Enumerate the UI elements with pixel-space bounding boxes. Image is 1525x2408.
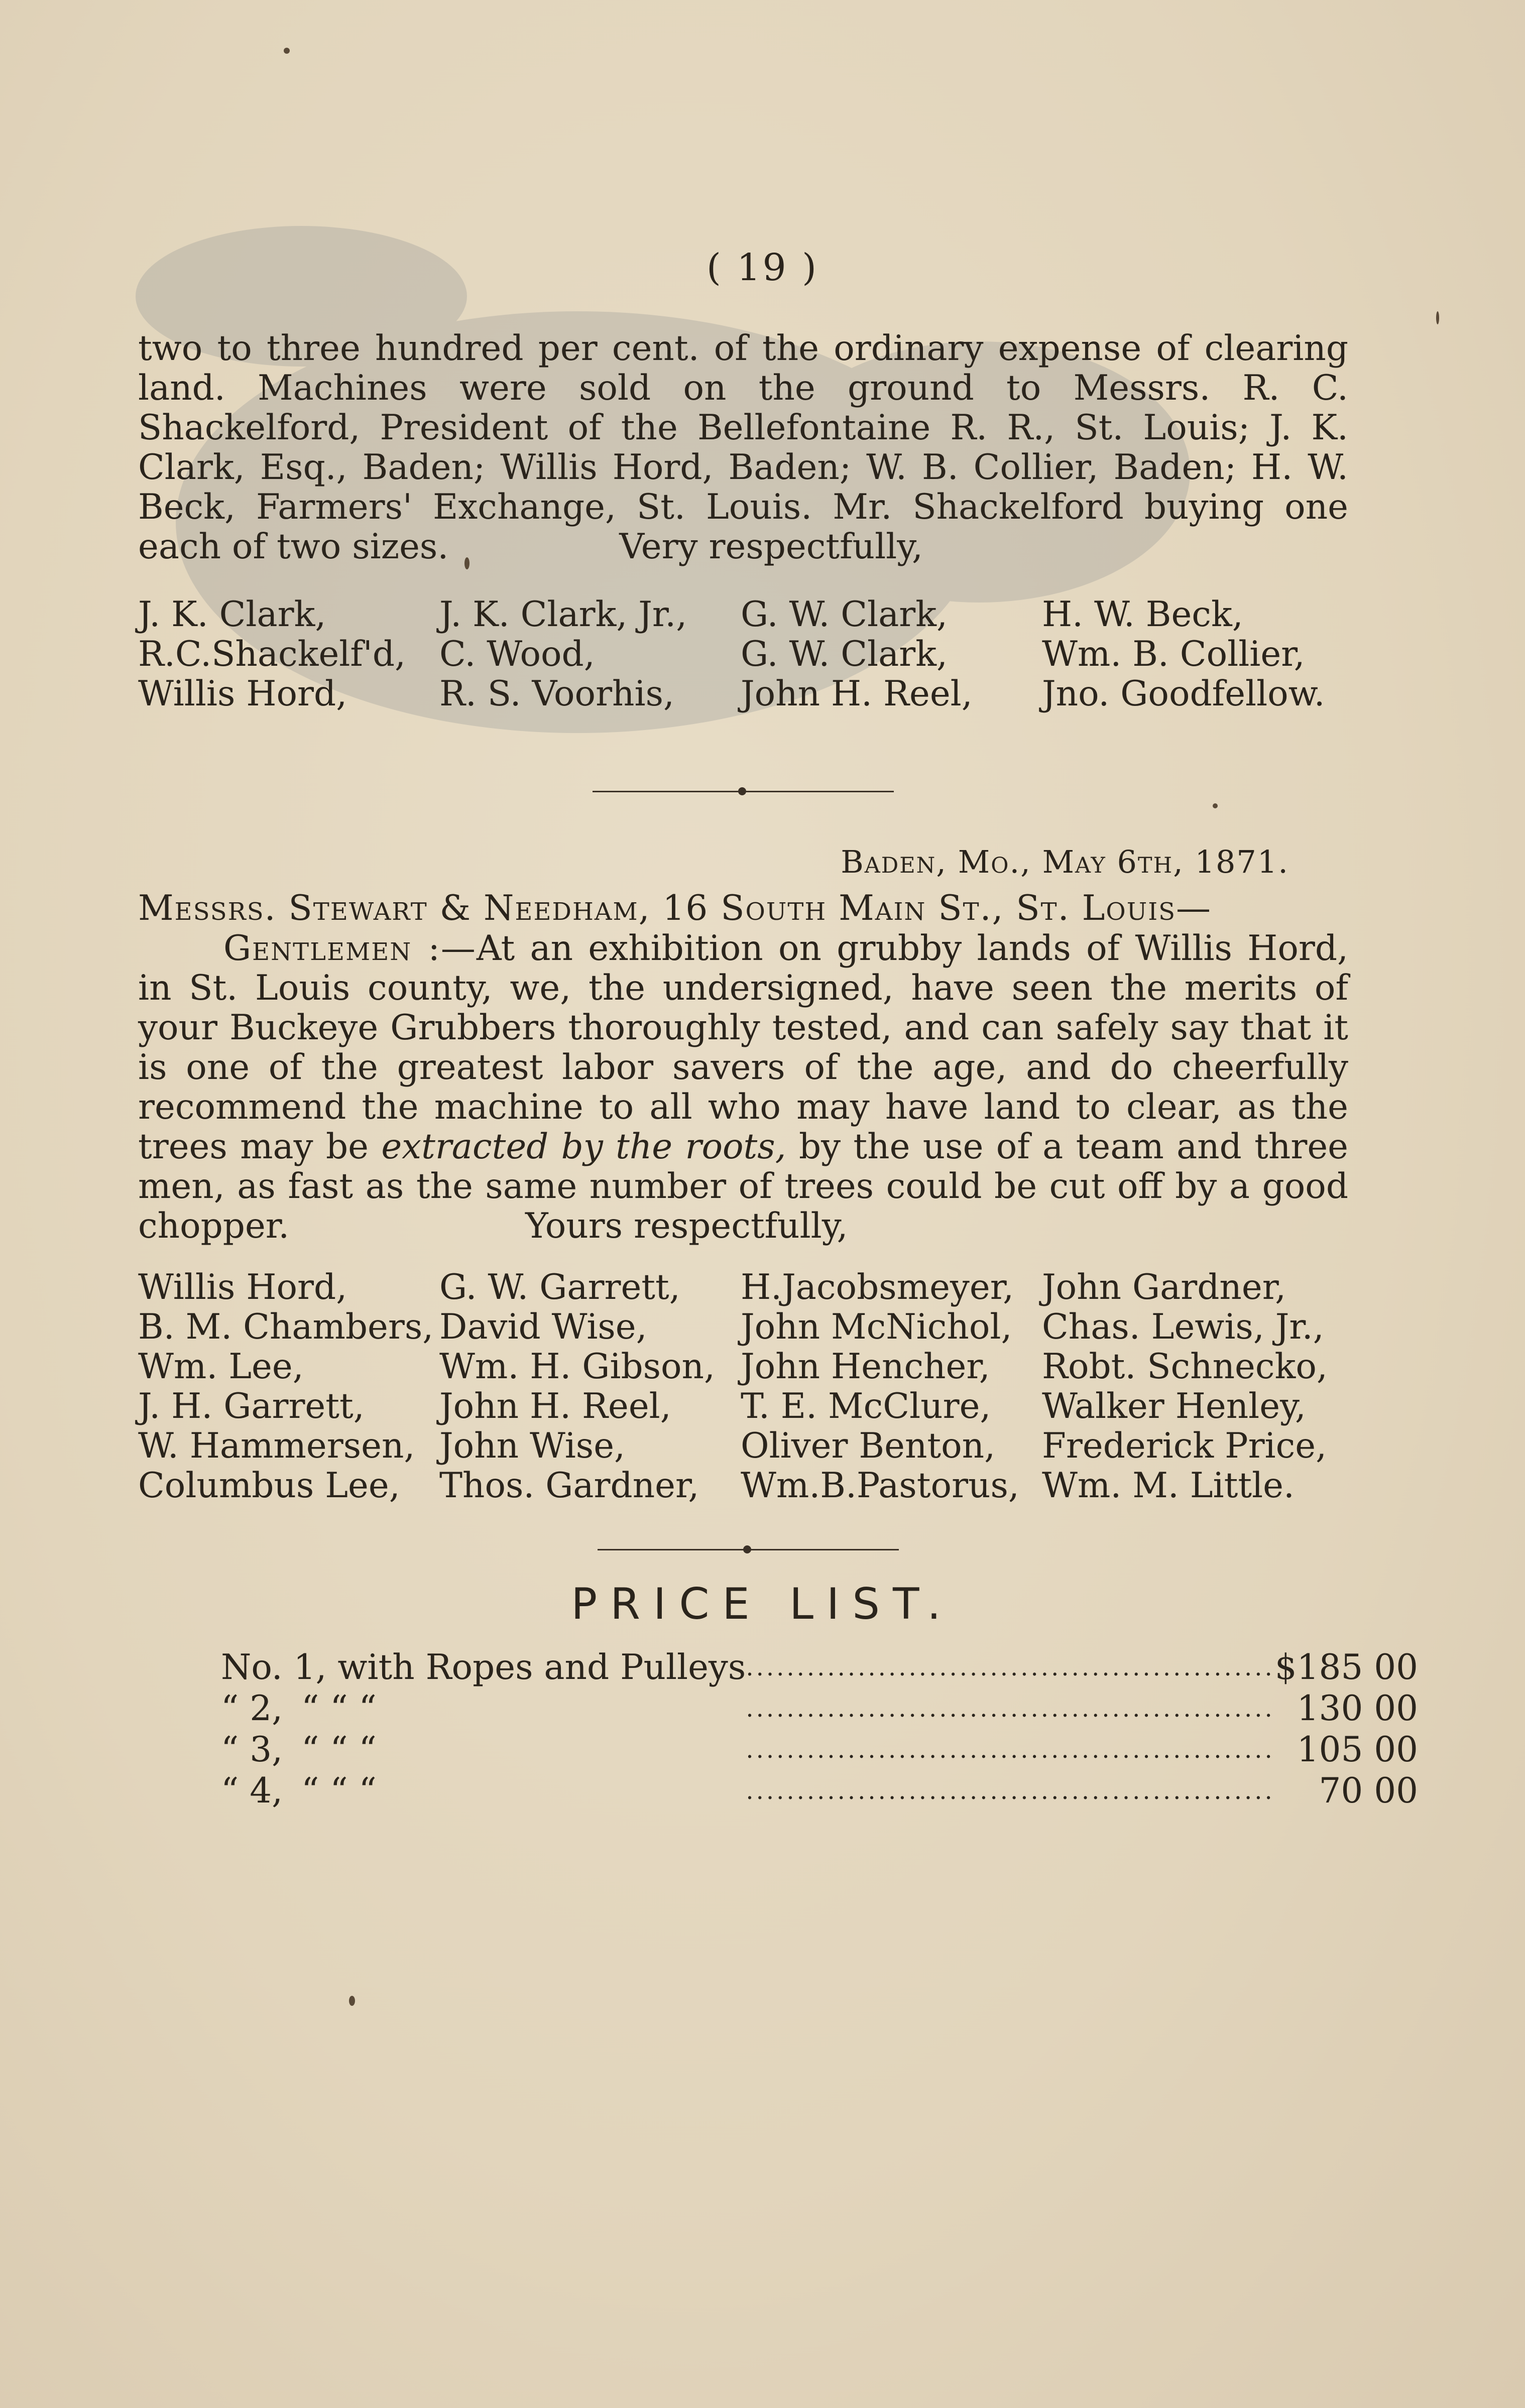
section-divider	[598, 1549, 899, 1550]
letter-body	[138, 929, 1348, 1246]
signatory-name: G. W. Clark,	[741, 594, 948, 635]
table-row	[221, 1688, 1418, 1729]
signatory-name: Jno. Goodfellow.	[1042, 674, 1325, 714]
signatory-name: T. E. McClure,	[741, 1386, 991, 1426]
paper-speck	[1213, 803, 1218, 808]
ditto-marks: “ “ “	[301, 1689, 377, 1729]
item-price: 130 00	[1297, 1689, 1419, 1729]
dot-leader: ....................................................	[746, 1777, 1275, 1805]
letter-body-emphasis: extracted by the roots,	[381, 1127, 786, 1167]
item-number: “ 2,	[221, 1689, 283, 1729]
signatory-name: Willis Hord,	[138, 1267, 347, 1307]
divider-ornament-icon	[743, 1545, 751, 1553]
signatory-name: R. S. Voorhis,	[439, 674, 674, 714]
signatory-name: Wm. Lee,	[138, 1347, 304, 1387]
price-item	[221, 1647, 746, 1688]
intro-text: two to three hundred per cent. of the ordinary expense of clearing land. Machines were sold on the ground to Messrs. R. C. Shackelford, President of the Bellefontaine R. R., St. Louis; J. K. Clark, Esq., Baden; Willis Hord, Baden; W. B. Collier, Baden; H. W. Beck, Farmers' Exchange, St. Louis. Mr. Shackelford buying one each of two sizes.	[138, 328, 1348, 567]
signatories-table-2	[138, 1268, 1353, 1506]
intro-valedictory: Very respectfully,	[619, 527, 923, 567]
price-list-heading: PRICE LIST.	[571, 1579, 954, 1629]
paper-speck	[349, 1996, 355, 2006]
table-row	[138, 1466, 1353, 1506]
price-item	[221, 1729, 746, 1770]
price-list-table	[221, 1647, 1418, 1812]
table-row	[138, 1347, 1353, 1387]
signatory-name: Wm. B. Collier,	[1042, 634, 1305, 674]
table-row	[221, 1729, 1418, 1770]
item-price: 70 00	[1319, 1771, 1419, 1811]
divider-ornament-icon	[738, 787, 746, 795]
item-price: 105 00	[1297, 1730, 1419, 1770]
ditto-marks: “ “ “	[301, 1771, 377, 1811]
signatory-name: H. W. Beck,	[1042, 594, 1243, 635]
signatory-name: David Wise,	[439, 1307, 647, 1347]
signatory-name: John H. Reel,	[741, 674, 973, 714]
signatory-name: W. Hammersen,	[138, 1426, 415, 1466]
ditto-marks: “ “ “	[301, 1730, 377, 1770]
table-row	[138, 1268, 1353, 1307]
signatory-name: Chas. Lewis, Jr.,	[1042, 1307, 1324, 1347]
table-row	[138, 1426, 1353, 1466]
letter-address	[138, 889, 1353, 928]
signatory-name: Robt. Schnecko,	[1042, 1347, 1328, 1387]
table-row	[138, 674, 1353, 714]
signatory-name: Oliver Benton,	[741, 1426, 996, 1466]
letter-body-text: At an exhibition on grubby lands of Willis Hord, in St. Louis county, we, the undersigned, have seen the merits of your Buckeye Grubbers thoroughly tested, and can safely say that it is one of the greatest labor savers of the age, and do cheerfully recommend the machine to all who may have land to clear, as the trees may be	[138, 928, 1348, 1167]
item-number: No. 1,	[221, 1647, 327, 1688]
signatory-name: J. K. Clark,	[138, 594, 326, 635]
signatory-name: J. H. Garrett,	[138, 1386, 365, 1426]
page-number: ( 19 )	[707, 246, 818, 289]
paper-speck	[1436, 311, 1439, 324]
signatory-name: John Wise,	[439, 1426, 625, 1466]
signatory-name: Frederick Price,	[1042, 1426, 1327, 1466]
section-divider	[593, 791, 894, 792]
table-row	[221, 1770, 1418, 1812]
signatory-name: Wm. H. Gibson,	[439, 1347, 715, 1387]
intro-paragraph	[138, 329, 1348, 567]
table-row	[221, 1647, 1418, 1688]
signatory-name: C. Wood,	[439, 634, 595, 674]
table-row	[138, 595, 1353, 635]
price-item	[221, 1770, 746, 1812]
letter-body-text-end: by the use of a team and three men, as fast as the same number of trees could be cut off by a good chopper.	[138, 1127, 1349, 1246]
signatory-name: Willis Hord,	[138, 674, 347, 714]
signatory-name: H.Jacobsmeyer,	[741, 1267, 1014, 1307]
signatory-name: Walker Henley,	[1042, 1386, 1306, 1426]
table-row	[138, 635, 1353, 674]
letter-valedictory: Yours respectfully,	[525, 1206, 848, 1246]
signatory-name: J. K. Clark, Jr.,	[439, 594, 687, 635]
dot-leader: ....................................................	[746, 1736, 1275, 1764]
item-number: “ 3,	[221, 1730, 283, 1770]
price-item	[221, 1688, 746, 1729]
dot-leader: ....................................................	[746, 1653, 1275, 1681]
signatory-name: John Hencher,	[741, 1347, 990, 1387]
signatory-name: Wm.B.Pastorus,	[741, 1466, 1019, 1506]
letter-dateline: Baden, Mo., May 6th, 1871.	[841, 844, 1289, 880]
item-price: $185 00	[1274, 1647, 1419, 1688]
item-number: “ 4,	[221, 1771, 283, 1811]
letter-address-text: Messrs. Stewart & Needham, 16 South Main St., St. Louis—	[138, 888, 1212, 928]
signatory-name: G. W. Clark,	[741, 634, 948, 674]
signatories-table-1	[138, 595, 1353, 714]
signatory-name: R.C.Shackelf'd,	[138, 634, 406, 674]
signatory-name: B. M. Chambers,	[138, 1307, 434, 1347]
paper-speck	[284, 48, 290, 54]
signatory-name: Wm. M. Little.	[1042, 1466, 1295, 1506]
signatory-name: John Gardner,	[1042, 1267, 1286, 1307]
table-row	[138, 1387, 1353, 1426]
signatory-name: G. W. Garrett,	[439, 1267, 680, 1307]
item-description: with Ropes and Pulleys	[337, 1647, 746, 1688]
dot-leader: ....................................................	[746, 1695, 1275, 1723]
table-row	[138, 1307, 1353, 1347]
signatory-name: Columbus Lee,	[138, 1466, 400, 1506]
letter-salutation: Gentlemen :—	[223, 928, 477, 969]
signatory-name: John H. Reel,	[439, 1386, 671, 1426]
signatory-name: Thos. Gardner,	[439, 1466, 699, 1506]
signatory-name: John McNichol,	[741, 1307, 1012, 1347]
